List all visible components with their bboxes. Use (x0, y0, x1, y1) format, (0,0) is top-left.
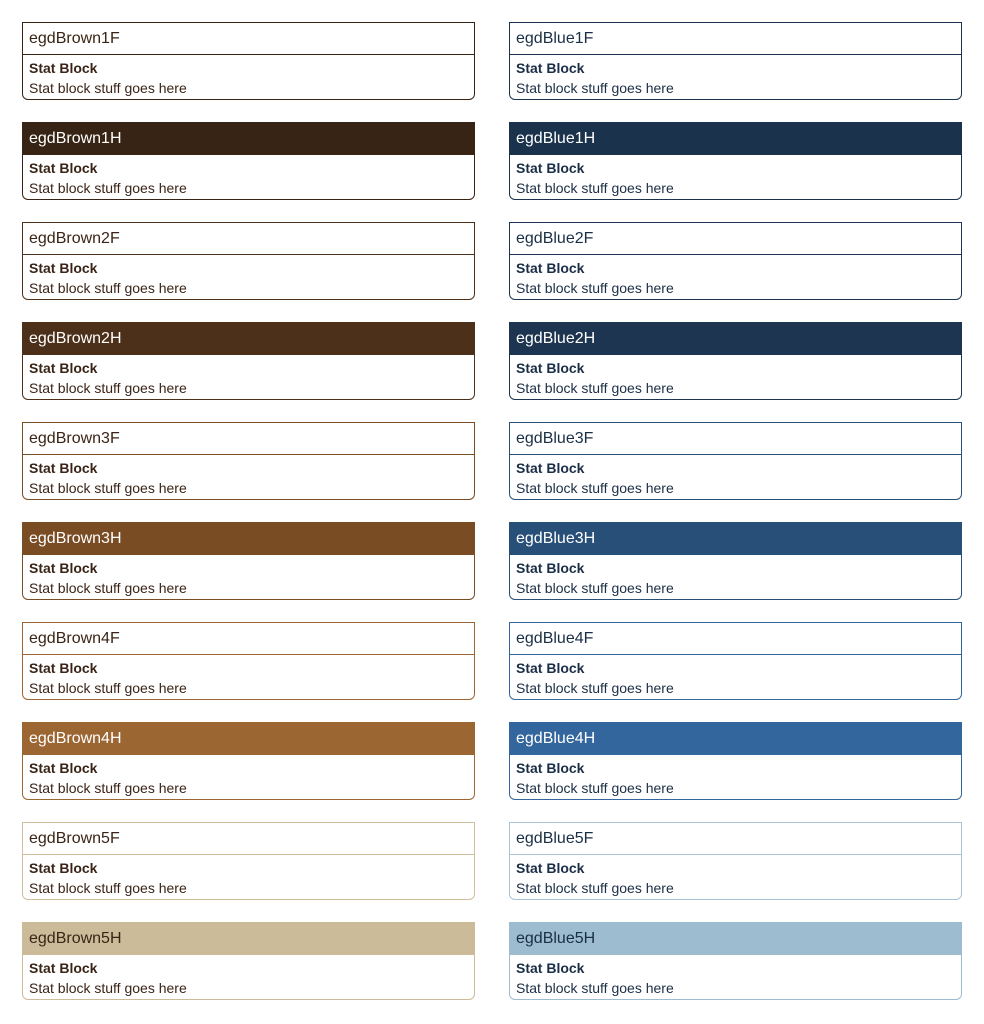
stat-block-text: Stat block stuff goes here (516, 680, 674, 696)
stat-block-header: egdBlue3F (510, 423, 961, 455)
stat-block-text: Stat block stuff goes here (516, 780, 674, 796)
stat-block-body (23, 655, 474, 698)
stat-block-card (509, 822, 962, 900)
stat-block-title: Stat Block (29, 160, 98, 176)
stat-block-card (509, 622, 962, 700)
stat-block-text: Stat block stuff goes here (29, 280, 187, 296)
stat-block-card (22, 922, 475, 1000)
stat-block-body (23, 355, 474, 398)
stat-block-header: egdBrown2F (23, 223, 474, 255)
stat-block-header: egdBrown4H (23, 723, 474, 755)
stat-block-body (510, 255, 961, 298)
stat-block-header: egdBlue2H (510, 323, 961, 355)
stat-block-title: Stat Block (29, 560, 98, 576)
stat-block-card (509, 922, 962, 1000)
stat-block-card (509, 322, 962, 400)
stat-block-body (510, 555, 961, 598)
stat-block-title: Stat Block (516, 860, 585, 876)
stat-block-text: Stat block stuff goes here (29, 480, 187, 496)
stat-block-title: Stat Block (516, 160, 585, 176)
stat-block-card (509, 222, 962, 300)
stat-block-header: egdBlue1H (510, 123, 961, 155)
stat-block-header: egdBrown5H (23, 923, 474, 955)
stat-block-text: Stat block stuff goes here (29, 180, 187, 196)
stat-block-title: Stat Block (29, 360, 98, 376)
stat-block-body (23, 555, 474, 598)
stat-block-title: Stat Block (29, 960, 98, 976)
stat-block-header: egdBlue2F (510, 223, 961, 255)
stat-block-title: Stat Block (29, 460, 98, 476)
stat-block-header: egdBrown2H (23, 323, 474, 355)
stat-block-title: Stat Block (29, 760, 98, 776)
stat-block-title: Stat Block (29, 60, 98, 76)
stat-block-title: Stat Block (516, 960, 585, 976)
stat-block-card (509, 422, 962, 500)
stat-block-text: Stat block stuff goes here (516, 880, 674, 896)
stat-block-card (22, 822, 475, 900)
stat-block-body (510, 755, 961, 798)
stat-block-body (23, 255, 474, 298)
stat-block-card (509, 522, 962, 600)
stat-block-body (23, 955, 474, 998)
brown-column (22, 22, 475, 1022)
stat-block-body (510, 55, 961, 98)
stat-block-title: Stat Block (516, 560, 585, 576)
stat-block-text: Stat block stuff goes here (29, 380, 187, 396)
stat-block-header: egdBlue3H (510, 523, 961, 555)
stat-block-title: Stat Block (516, 260, 585, 276)
stat-block-card (22, 122, 475, 200)
stat-block-body (510, 655, 961, 698)
stat-block-text: Stat block stuff goes here (29, 880, 187, 896)
stat-block-header: egdBlue5F (510, 823, 961, 855)
stat-block-header: egdBlue1F (510, 23, 961, 55)
stat-block-text: Stat block stuff goes here (29, 980, 187, 996)
stat-block-card (22, 522, 475, 600)
stat-block-text: Stat block stuff goes here (516, 280, 674, 296)
stat-block-header: egdBrown5F (23, 823, 474, 855)
stat-block-card (22, 222, 475, 300)
stat-block-header: egdBlue5H (510, 923, 961, 955)
stat-block-card (509, 722, 962, 800)
stat-block-header: egdBrown3F (23, 423, 474, 455)
stat-block-header: egdBlue4H (510, 723, 961, 755)
stat-block-card (509, 122, 962, 200)
stat-block-title: Stat Block (516, 360, 585, 376)
stat-block-header: egdBrown1F (23, 23, 474, 55)
stat-block-text: Stat block stuff goes here (516, 980, 674, 996)
stat-block-body (510, 355, 961, 398)
stat-block-body (510, 855, 961, 898)
stat-block-text: Stat block stuff goes here (29, 80, 187, 96)
stat-block-title: Stat Block (516, 60, 585, 76)
stat-block-text: Stat block stuff goes here (29, 680, 187, 696)
stat-block-card (22, 22, 475, 100)
stat-block-text: Stat block stuff goes here (516, 80, 674, 96)
stat-block-card (22, 622, 475, 700)
stat-block-card (22, 322, 475, 400)
stat-block-title: Stat Block (516, 760, 585, 776)
stat-block-header: egdBrown3H (23, 523, 474, 555)
stat-block-header: egdBrown4F (23, 623, 474, 655)
stat-block-header: egdBrown1H (23, 123, 474, 155)
stat-block-header: egdBlue4F (510, 623, 961, 655)
stat-block-body (510, 955, 961, 998)
stat-block-body (510, 155, 961, 198)
stat-block-title: Stat Block (29, 260, 98, 276)
stat-block-title: Stat Block (29, 660, 98, 676)
stat-block-card (509, 22, 962, 100)
stat-block-text: Stat block stuff goes here (29, 580, 187, 596)
stat-block-body (23, 155, 474, 198)
stat-block-body (510, 455, 961, 498)
stat-block-body (23, 755, 474, 798)
stat-block-body (23, 55, 474, 98)
stat-block-text: Stat block stuff goes here (516, 180, 674, 196)
stat-block-text: Stat block stuff goes here (516, 480, 674, 496)
stat-block-text: Stat block stuff goes here (516, 580, 674, 596)
stat-block-title: Stat Block (516, 460, 585, 476)
stat-block-title: Stat Block (29, 860, 98, 876)
blue-column (509, 22, 962, 1022)
stat-block-card (22, 422, 475, 500)
stat-block-body (23, 455, 474, 498)
stat-block-card (22, 722, 475, 800)
stat-block-body (23, 855, 474, 898)
stat-block-text: Stat block stuff goes here (29, 780, 187, 796)
stat-block-text: Stat block stuff goes here (516, 380, 674, 396)
stat-block-title: Stat Block (516, 660, 585, 676)
